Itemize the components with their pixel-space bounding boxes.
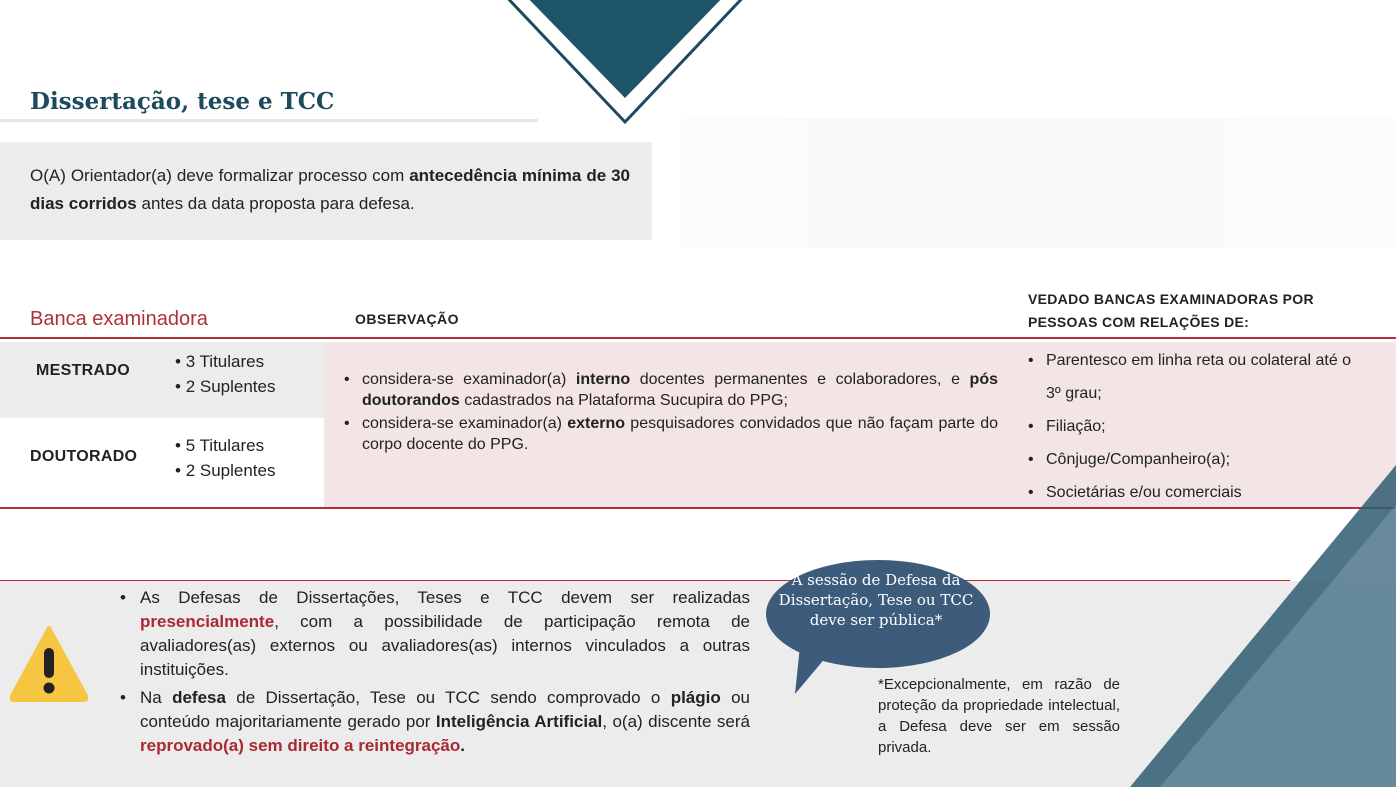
warning-bold: Inteligência Artificial (435, 712, 603, 731)
list-item: • 2 Suplentes (175, 374, 275, 399)
warning-highlight: reprovado(a) sem direito a reintegração (140, 736, 461, 755)
notice-text-bold: antecedência mínima de 30 dias corridos (30, 166, 631, 213)
mestrado-label: MESTRADO (36, 362, 130, 379)
banca-title: Banca examinadora (30, 308, 208, 330)
observacao-list (344, 369, 998, 457)
warning-bold: plágio (670, 688, 721, 707)
title-divider (0, 119, 538, 122)
chevron-decor-icon (500, 0, 750, 125)
warning-bold: . (460, 736, 466, 755)
exception-note: *Excepcionalmente, em razão de proteção da propriedade intelectual, a Defesa deve ser em sessão privada. (878, 676, 1120, 756)
list-item (118, 686, 750, 758)
warning-bold: defesa (172, 688, 226, 707)
list-item: • Filiação; (1028, 410, 1368, 443)
warning-text: , o(a) discente será (602, 712, 751, 731)
deadline-notice (0, 142, 652, 240)
list-item (344, 369, 998, 411)
warnings-list (118, 586, 750, 762)
obs-bold: pós doutorandos (362, 371, 998, 409)
list-item (118, 586, 750, 682)
faded-background-panel (680, 118, 1396, 248)
warnings-top-rule (0, 580, 1290, 581)
warning-text: As Defesas de Dissertações, Teses e TCC devem ser realizadas (140, 588, 750, 607)
warning-highlight: presencialmente (140, 612, 275, 631)
doutorado-label: DOUTORADO (30, 448, 138, 465)
warning-text: , com a possibilidade de participação remota de avaliadores(as) externos ou avaliadores(as) internos vinculados a outras instituições. (140, 612, 750, 679)
obs-bold: interno (575, 371, 631, 388)
obs-text: cadastrados na Plataforma Sucupira do PPG; (459, 392, 788, 409)
list-item: • 3 Titulares (175, 349, 275, 374)
observacao-header: OBSERVAÇÃO (355, 311, 460, 327)
speech-bubble-text: A sessão de Defesa da Dissertação, Tese ou TCC deve ser pública* (778, 571, 974, 629)
warning-icon (10, 624, 88, 702)
obs-bold: externo (567, 415, 626, 432)
list-item (344, 413, 998, 455)
notice-text-1: O(A) Orientador(a) deve formalizar processo com (30, 166, 410, 185)
obs-text: docentes permanentes e colaboradores, e (630, 371, 970, 388)
obs-text: considera-se examinador(a) (362, 371, 576, 388)
corner-decor-icon (1120, 465, 1396, 787)
obs-text: considera-se examinador(a) (362, 415, 568, 432)
mestrado-list (175, 349, 275, 399)
list-item: • Parentesco em linha reta ou colateral até o 3º grau; (1028, 344, 1368, 410)
obs-text: pesquisadores convidados que não façam parte do corpo docente do PPG. (362, 415, 998, 453)
list-item: • Societárias e/ou comerciais (1028, 476, 1368, 509)
vedado-header (1028, 288, 1314, 334)
vedado-header-line2: PESSOAS COM RELAÇÕES DE: (1028, 314, 1250, 330)
list-item: • Cônjuge/Companheiro(a); (1028, 443, 1368, 476)
page-title: Dissertação, tese e TCC (30, 88, 335, 115)
list-item: • 2 Suplentes (175, 458, 275, 483)
doutorado-list (175, 433, 275, 483)
list-item: • 5 Titulares (175, 433, 275, 458)
notice-text-2: antes da data proposta para defesa. (136, 194, 415, 213)
vedado-header-line1: VEDADO BANCAS EXAMINADORAS POR (1028, 291, 1314, 307)
warning-text: ou conteúdo majoritariamente gerado por (140, 688, 750, 731)
warning-text: de Dissertação, Tese ou TCC sendo comprovado o (225, 688, 671, 707)
table-top-rule (0, 337, 1396, 339)
warning-text: Na (140, 688, 173, 707)
